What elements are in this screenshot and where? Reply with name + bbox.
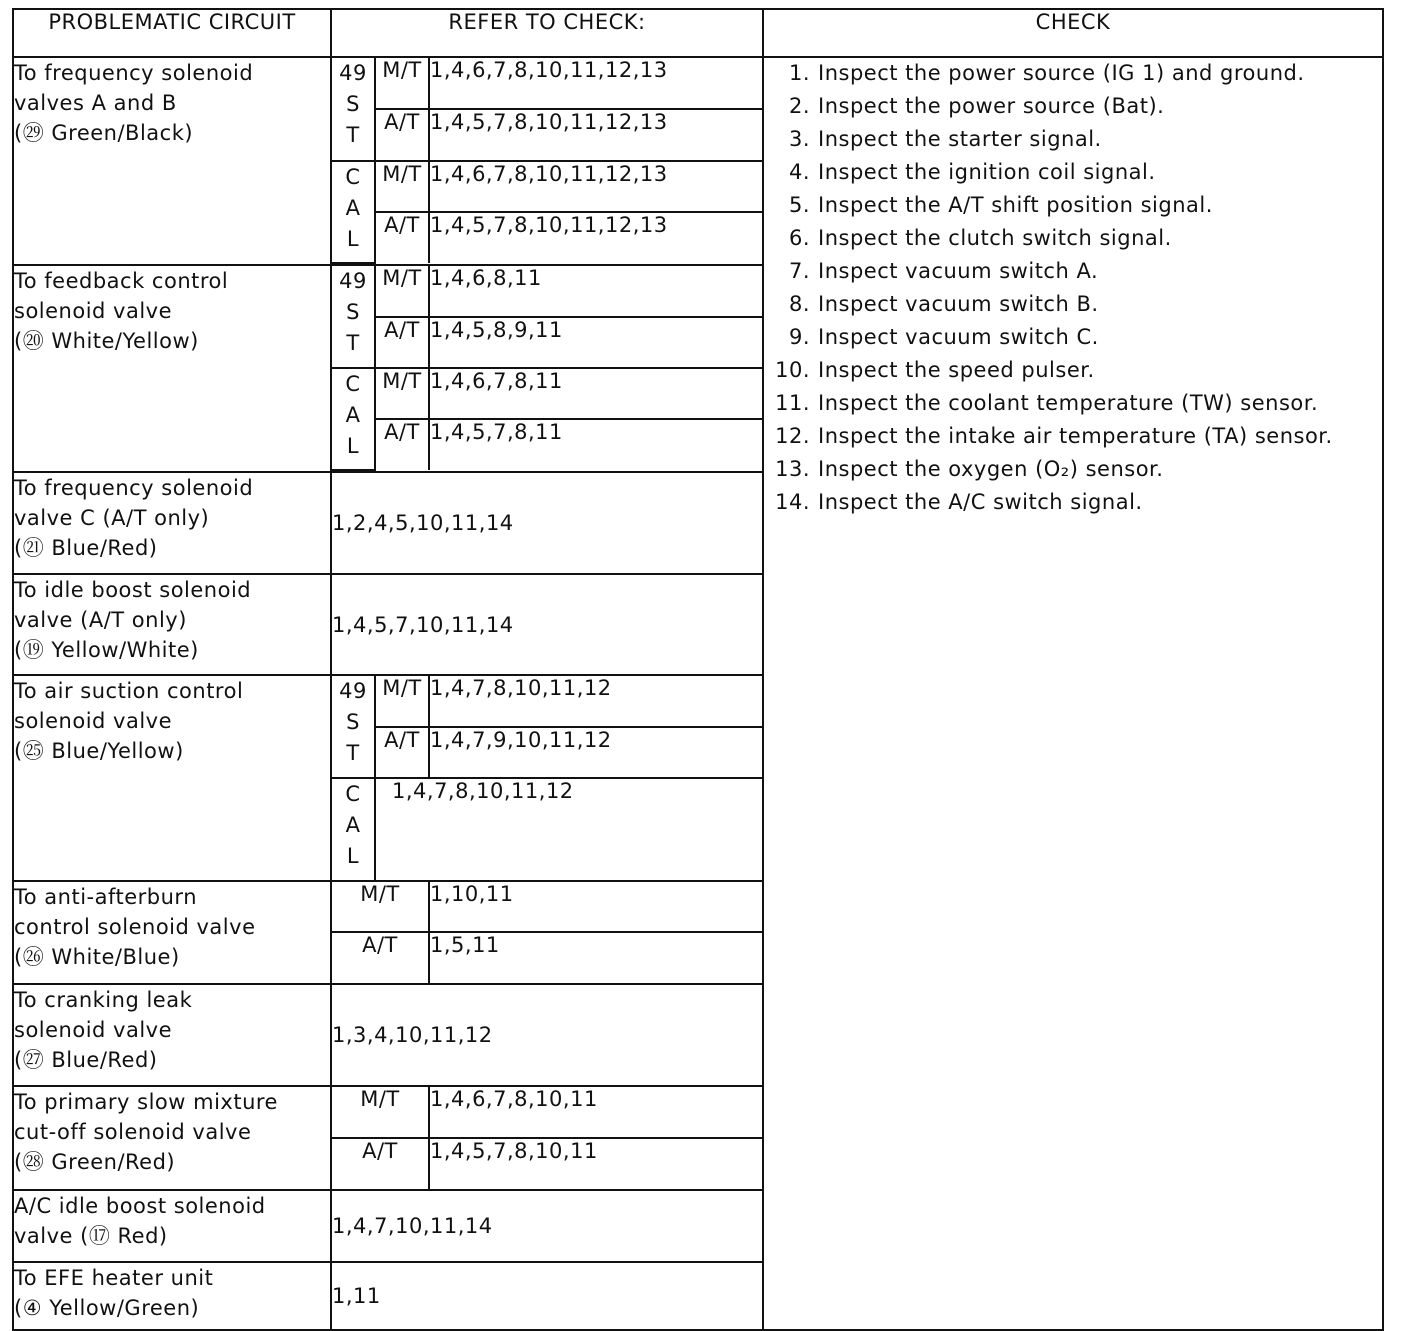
transmission-label-at: A/T <box>375 317 429 368</box>
check-numbers: 1,11 <box>331 1262 763 1330</box>
check-numbers: 1,5,11 <box>429 932 762 983</box>
check-numbers: 1,4,6,8,11 <box>429 266 762 317</box>
check-numbers: 1,4,7,8,10,11,12 <box>375 778 762 880</box>
circuit-cell: To cranking leak solenoid valve (㉗ Blue/Red) <box>13 984 331 1086</box>
circuit-cell: To primary slow mixture cut-off solenoid valve (㉘ Green/Red) <box>13 1086 331 1190</box>
circuit-cell: To air suction control solenoid valve (㉕ Blue/Yellow) <box>13 675 331 881</box>
header-check: CHECK <box>763 9 1383 57</box>
circuit-cell: To feedback control solenoid valve (⑳ White/Yellow) <box>13 265 331 472</box>
group-label-cal: C A L <box>332 368 375 470</box>
circuit-cell: To EFE heater unit (④ Yellow/Green) <box>13 1262 331 1330</box>
transmission-label-at: A/T <box>375 109 429 160</box>
check-item: 8. Inspect vacuum switch B. <box>788 292 1099 316</box>
check-numbers: 1,4,7,10,11,14 <box>331 1190 763 1262</box>
transmission-label-mt: M/T <box>375 161 429 212</box>
check-item: 14. Inspect the A/C switch signal. <box>775 490 1143 514</box>
circuit-cell: To frequency solenoid valve C (A/T only) (㉑ Blue/Red) <box>13 472 331 574</box>
check-numbers: 1,10,11 <box>429 882 762 932</box>
refer-cell <box>331 881 763 984</box>
check-numbers: 1,2,4,5,10,11,14 <box>331 472 763 574</box>
check-item: 10. Inspect the speed pulser. <box>775 358 1095 382</box>
transmission-label-mt: M/T <box>332 1087 429 1138</box>
header-refer-to-check: REFER TO CHECK: <box>331 9 763 57</box>
refer-cell <box>331 1086 763 1190</box>
check-numbers: 1,4,5,7,8,10,11,12,13 <box>429 109 762 160</box>
group-label-cal: C A L <box>332 161 375 264</box>
check-item: 4. Inspect the ignition coil signal. <box>788 160 1156 184</box>
check-numbers: 1,4,7,9,10,11,12 <box>429 727 762 778</box>
transmission-label-at: A/T <box>375 419 429 470</box>
check-numbers: 1,4,5,7,10,11,14 <box>331 574 763 675</box>
check-numbers: 1,4,7,8,10,11,12 <box>429 676 762 727</box>
check-item: 12. Inspect the intake air temperature (TA) sensor. <box>775 424 1333 448</box>
check-numbers: 1,3,4,10,11,12 <box>331 984 763 1086</box>
check-item: 1. Inspect the power source (IG 1) and ground. <box>788 61 1305 85</box>
transmission-label-at: A/T <box>332 932 429 983</box>
group-label-49st: 49 S T <box>332 58 375 161</box>
transmission-label-mt: M/T <box>375 266 429 317</box>
check-numbers: 1,4,6,7,8,10,11,12,13 <box>429 161 762 212</box>
check-numbers: 1,4,5,7,8,11 <box>429 419 762 470</box>
check-list-cell <box>763 57 1383 1330</box>
check-item: 7. Inspect vacuum switch A. <box>788 259 1099 283</box>
check-numbers: 1,4,6,7,8,10,11 <box>429 1087 762 1138</box>
refer-cell <box>331 57 763 265</box>
transmission-label-at: A/T <box>375 212 429 263</box>
check-numbers: 1,4,5,8,9,11 <box>429 317 762 368</box>
check-item: 5. Inspect the A/T shift position signal. <box>788 193 1213 217</box>
check-list <box>764 58 1382 518</box>
group-label-cal: C A L <box>332 778 375 880</box>
transmission-label-mt: M/T <box>375 58 429 109</box>
circuit-cell: A/C idle boost solenoid valve (⑰ Red) <box>13 1190 331 1262</box>
check-item: 13. Inspect the oxygen (O₂) sensor. <box>775 457 1164 481</box>
header-problematic-circuit: PROBLEMATIC CIRCUIT <box>13 9 331 57</box>
check-item: 3. Inspect the starter signal. <box>788 127 1102 151</box>
circuit-cell: To idle boost solenoid valve (A/T only) (⑲ Yellow/White) <box>13 574 331 675</box>
group-label-49st: 49 S T <box>332 266 375 368</box>
transmission-label-mt: M/T <box>332 882 429 932</box>
refer-cell <box>331 265 763 472</box>
circuit-cell: To frequency solenoid valves A and B (㉙ Green/Black) <box>13 57 331 265</box>
refer-cell <box>331 675 763 881</box>
check-item: 2. Inspect the power source (Bat). <box>788 94 1165 118</box>
check-item: 6. Inspect the clutch switch signal. <box>788 226 1172 250</box>
transmission-label-mt: M/T <box>375 368 429 419</box>
transmission-label-mt: M/T <box>375 676 429 727</box>
group-label-49st: 49 S T <box>332 676 375 778</box>
transmission-label-at: A/T <box>332 1138 429 1189</box>
check-numbers: 1,4,5,7,8,10,11,12,13 <box>429 212 762 263</box>
check-numbers: 1,4,6,7,8,11 <box>429 368 762 419</box>
circuit-cell: To anti-afterburn control solenoid valve (㉖ White/Blue) <box>13 881 331 984</box>
check-table <box>12 8 1384 1331</box>
check-item: 9. Inspect vacuum switch C. <box>788 325 1099 349</box>
check-item: 11. Inspect the coolant temperature (TW) sensor. <box>775 391 1319 415</box>
check-numbers: 1,4,6,7,8,10,11,12,13 <box>429 58 762 109</box>
check-numbers: 1,4,5,7,8,10,11 <box>429 1138 762 1189</box>
transmission-label-at: A/T <box>375 727 429 778</box>
